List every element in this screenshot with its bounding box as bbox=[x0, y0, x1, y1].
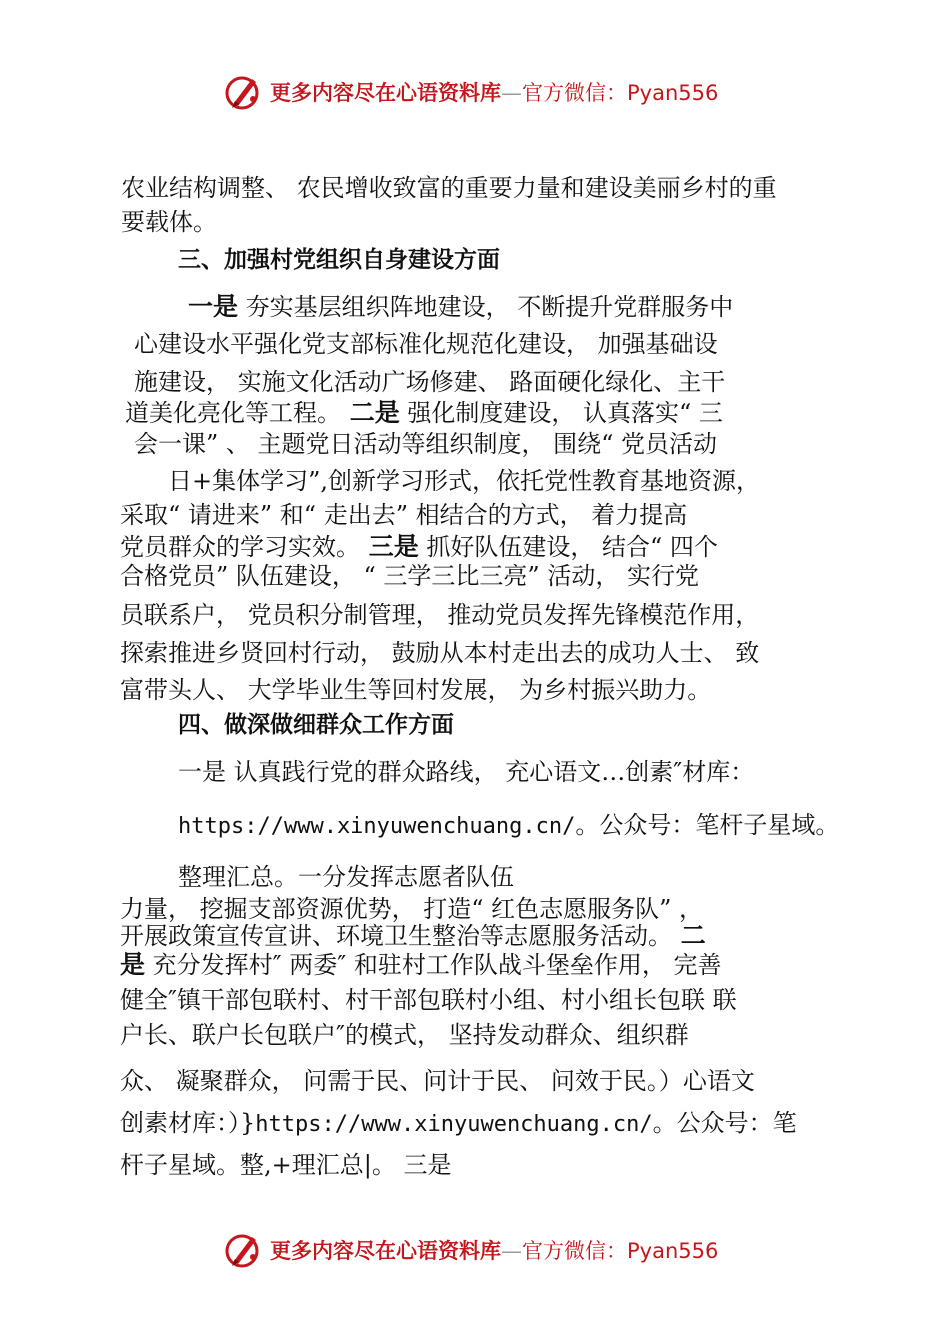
text-line: 户长、联户长包联户″的模式， 坚持发动群众、组织群 bbox=[120, 1021, 689, 1049]
text-line: 要载体。 bbox=[121, 208, 217, 236]
section-heading-3: 三、加强村党组织自身建设方面 bbox=[178, 247, 500, 273]
watermark-dash: — bbox=[501, 81, 522, 105]
text-line: 健全″镇干部包联村、村干部包联村小组、村小组长包联 联 bbox=[120, 986, 737, 1014]
bold-marker: 三是 bbox=[360, 532, 419, 561]
text-line: 农业结构调整、 农民增收致富的重要力量和建设美丽乡村的重 bbox=[121, 174, 777, 202]
text-line: 一是 认真践行党的群众路线， 充心语文…创素″材库： bbox=[178, 758, 755, 786]
text-line: 富带头人、 大学毕业生等回村发展， 为乡村振兴助力。 bbox=[120, 676, 712, 704]
website-url: https://www.xinyuwenchuang.cn/ bbox=[178, 814, 576, 839]
pen-logo-icon bbox=[222, 1228, 266, 1272]
watermark-main: 更多内容尽在心语资料库 bbox=[270, 81, 501, 105]
text-line: 施建设， 实施文化活动广场修建、 路面硬化绿化、主干 bbox=[134, 368, 726, 396]
footer-watermark bbox=[222, 1228, 742, 1272]
text-line: 力量， 挖掘支部资源优势， 打造“ 红色志愿服务队” ， bbox=[120, 895, 704, 923]
watermark-main: 更多内容尽在心语资料库 bbox=[270, 1239, 501, 1263]
bold-marker: 二是 bbox=[341, 398, 400, 427]
bold-marker: 二 bbox=[672, 921, 706, 950]
watermark-wechat: 官方微信：Pyan556 bbox=[522, 81, 719, 105]
text-line: 探索推进乡贤回村行动， 鼓励从本村走出去的成功人士、 致 bbox=[120, 639, 760, 667]
text-line: 合格党员” 队伍建设， “ 三学三比三亮” 活动， 实行党 bbox=[120, 562, 699, 590]
watermark-wechat: 官方微信：Pyan556 bbox=[522, 1239, 719, 1263]
text-line: 采取“ 请进来” 和“ 走出去” 相结合的方式， 着力提高 bbox=[120, 501, 688, 529]
text-line: 开展政策宣传宣讲、环境卫生整治等志愿服务活动。 二 bbox=[120, 921, 706, 950]
watermark-dash: — bbox=[501, 1239, 522, 1263]
text-line: 员联系户， 党员积分制管理， 推动党员发挥先锋模范作用， bbox=[120, 601, 760, 629]
text-line: 日+集体学习”,创新学习形式，依托党性教育基地资源， bbox=[168, 467, 761, 495]
text-line: https://www.xinyuwenchuang.cn/。公众号：笔杆子星域。 bbox=[178, 811, 840, 839]
text-line: 整理汇总。一分发挥志愿者队伍 bbox=[178, 863, 514, 891]
text-line: 党员群众的学习实效。 三是 抓好队伍建设， 结合“ 四个 bbox=[120, 532, 718, 561]
text-line: 众、 凝聚群众， 问需于民、问计于民、 问效于民。）心语文 bbox=[120, 1067, 755, 1095]
text-line: 杆子星域。整,+理汇总|。 三是 bbox=[120, 1151, 452, 1179]
header-watermark bbox=[222, 70, 742, 114]
text-line: 创素材库：）}https://www.xinyuwenchuang.cn/。公众号：笔 bbox=[120, 1109, 797, 1137]
watermark-text bbox=[270, 77, 718, 107]
website-url: https://www.xinyuwenchuang.cn/ bbox=[255, 1112, 653, 1137]
text-line: 心建设水平强化党支部标准化规范化建设， 加强基础设 bbox=[134, 330, 718, 358]
text-line: 会一课” 、 主题党日活动等组织制度， 围绕“ 党员活动 bbox=[134, 430, 718, 458]
bold-marker: 一是 bbox=[188, 292, 239, 321]
pen-logo-icon bbox=[222, 70, 266, 114]
text-line: 一是 夯实基层组织阵地建设， 不断提升党群服务中 bbox=[188, 292, 734, 321]
text-line: 道美化亮化等工程。 二是 强化制度建设， 认真落实“ 三 bbox=[125, 398, 723, 427]
section-heading-4: 四、做深做细群众工作方面 bbox=[178, 712, 454, 738]
watermark-text bbox=[270, 1235, 718, 1265]
bold-marker: 是 bbox=[120, 950, 146, 979]
text-line: 是 充分发挥村″ 两委″ 和驻村工作队战斗堡垒作用， 完善 bbox=[120, 950, 722, 979]
